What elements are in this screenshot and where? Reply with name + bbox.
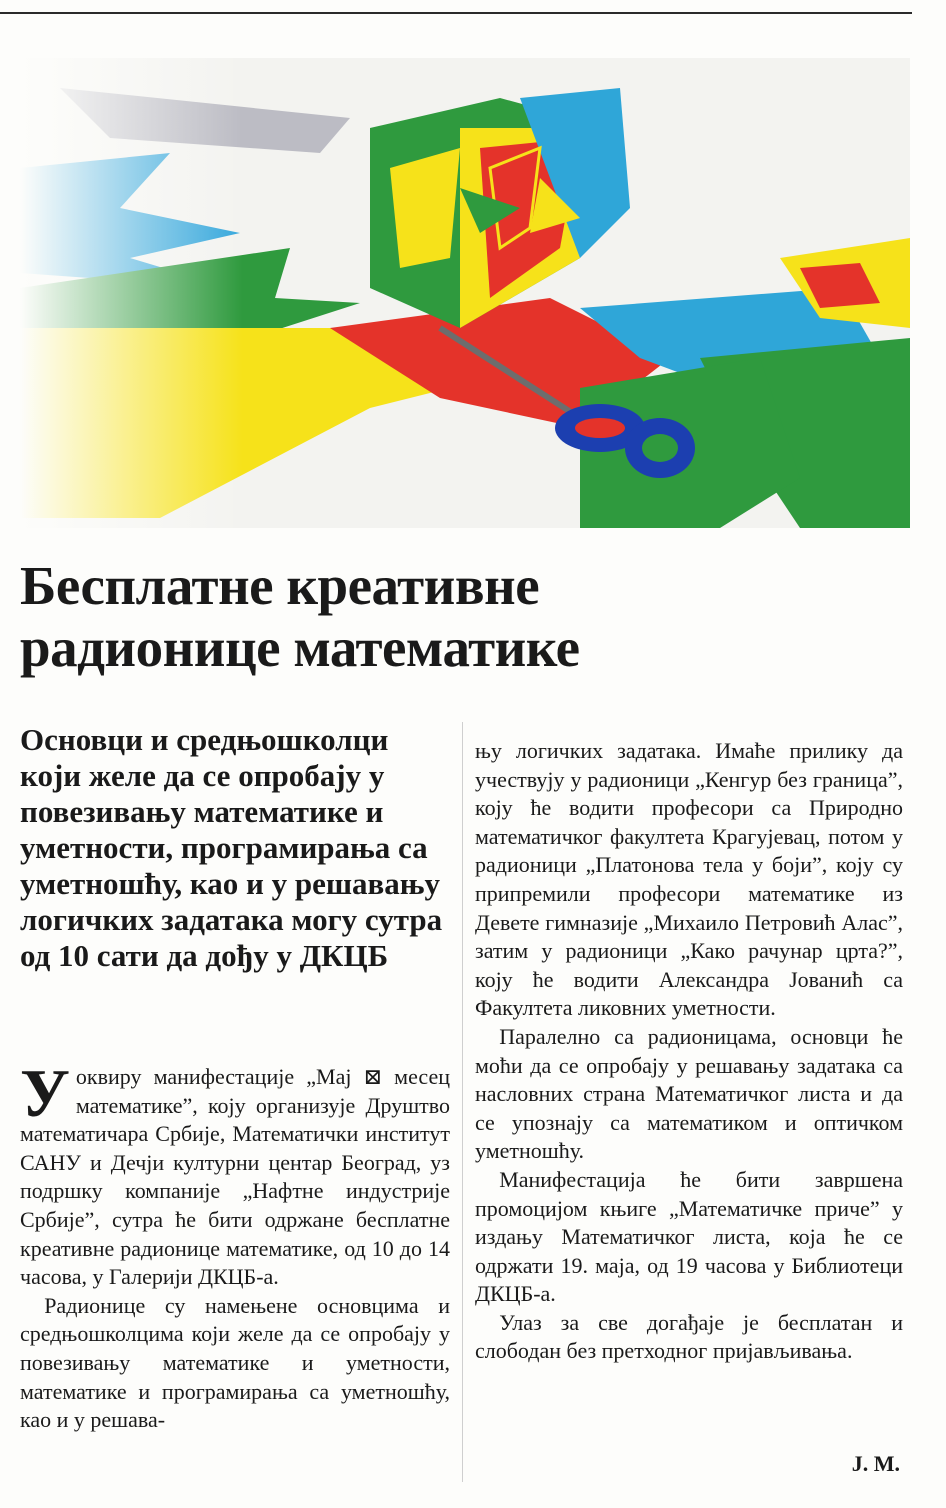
paragraph-3: Паралелно са радионицама, основци ће моћи да се опробају у решавању задатака са насловних страна Математичког листа и да се упознају са математиком и оптичком уметношћу. [475, 1023, 903, 1164]
paragraph-1-text: оквиру манифестације „Мај ⊠ месец математике”, коју организује Друштво математичара Србије, Математички институт САНУ и Дечји културни центар Београд, уз подршку компаније „Нафтне индустрије Србије”, сутра ће бити одржане бесплатне креативне радионице математике, од 10 до 14 часова, у Галерији ДКЦБ-а. [20, 1064, 450, 1290]
top-rule [0, 12, 912, 14]
author-signature: J. M. [851, 1451, 900, 1476]
paragraph-1 [20, 1055, 450, 1292]
article-photo [20, 58, 910, 528]
paragraph-2-part-2: њу логичких задатака. Имаће прилику да учествују у радионици „Кенгур без граница”, коју ће водити професори са Природно математичког факултета Крагујевац, потом у радионици „Платонова тела у боји”, коју су припремили професори математике из Девете гимназије „Михаило Петровић Алас”, затим у радионици „Како рачунар црта?”, коју ће водити Александра Јованић са Факултета ликовних уметности. [475, 738, 903, 1021]
paragraph-4: Манифестација ће бити завршена промоцијом књиге „Математичке приче” у издању Математичког листа, која ће се одржати 19. маја, од 19 часова у Библиотеци ДКЦБ-а. [475, 1166, 903, 1307]
body-column-left [20, 1055, 450, 1435]
origami-illustration [20, 58, 910, 528]
headline-line-2: радионице математике [20, 617, 580, 678]
article-lead: Основци и средњошколци који желе да се опробају у повезивању математике и уметности, програмирања са уметношћу, као и у решавању логичких задатака могу сутра од 10 сати да дођу у ДКЦБ [20, 722, 443, 973]
paragraph-2-part-1: Радионице су намењене основцима и средњошколцима који желе да се опробају у повезивању математике и уметности, математике и програмирања са уметношћу, као и у решава- [20, 1292, 450, 1433]
paragraph-5: Улаз за све догађаје је бесплатан и слободан без претходног пријављивања. [475, 1309, 903, 1364]
drop-cap: У [20, 1055, 70, 1131]
body-column-right [475, 737, 903, 1366]
article-headline [20, 555, 900, 679]
column-separator [462, 722, 463, 1482]
headline-line-1: Бесплатне креативне [20, 555, 540, 616]
